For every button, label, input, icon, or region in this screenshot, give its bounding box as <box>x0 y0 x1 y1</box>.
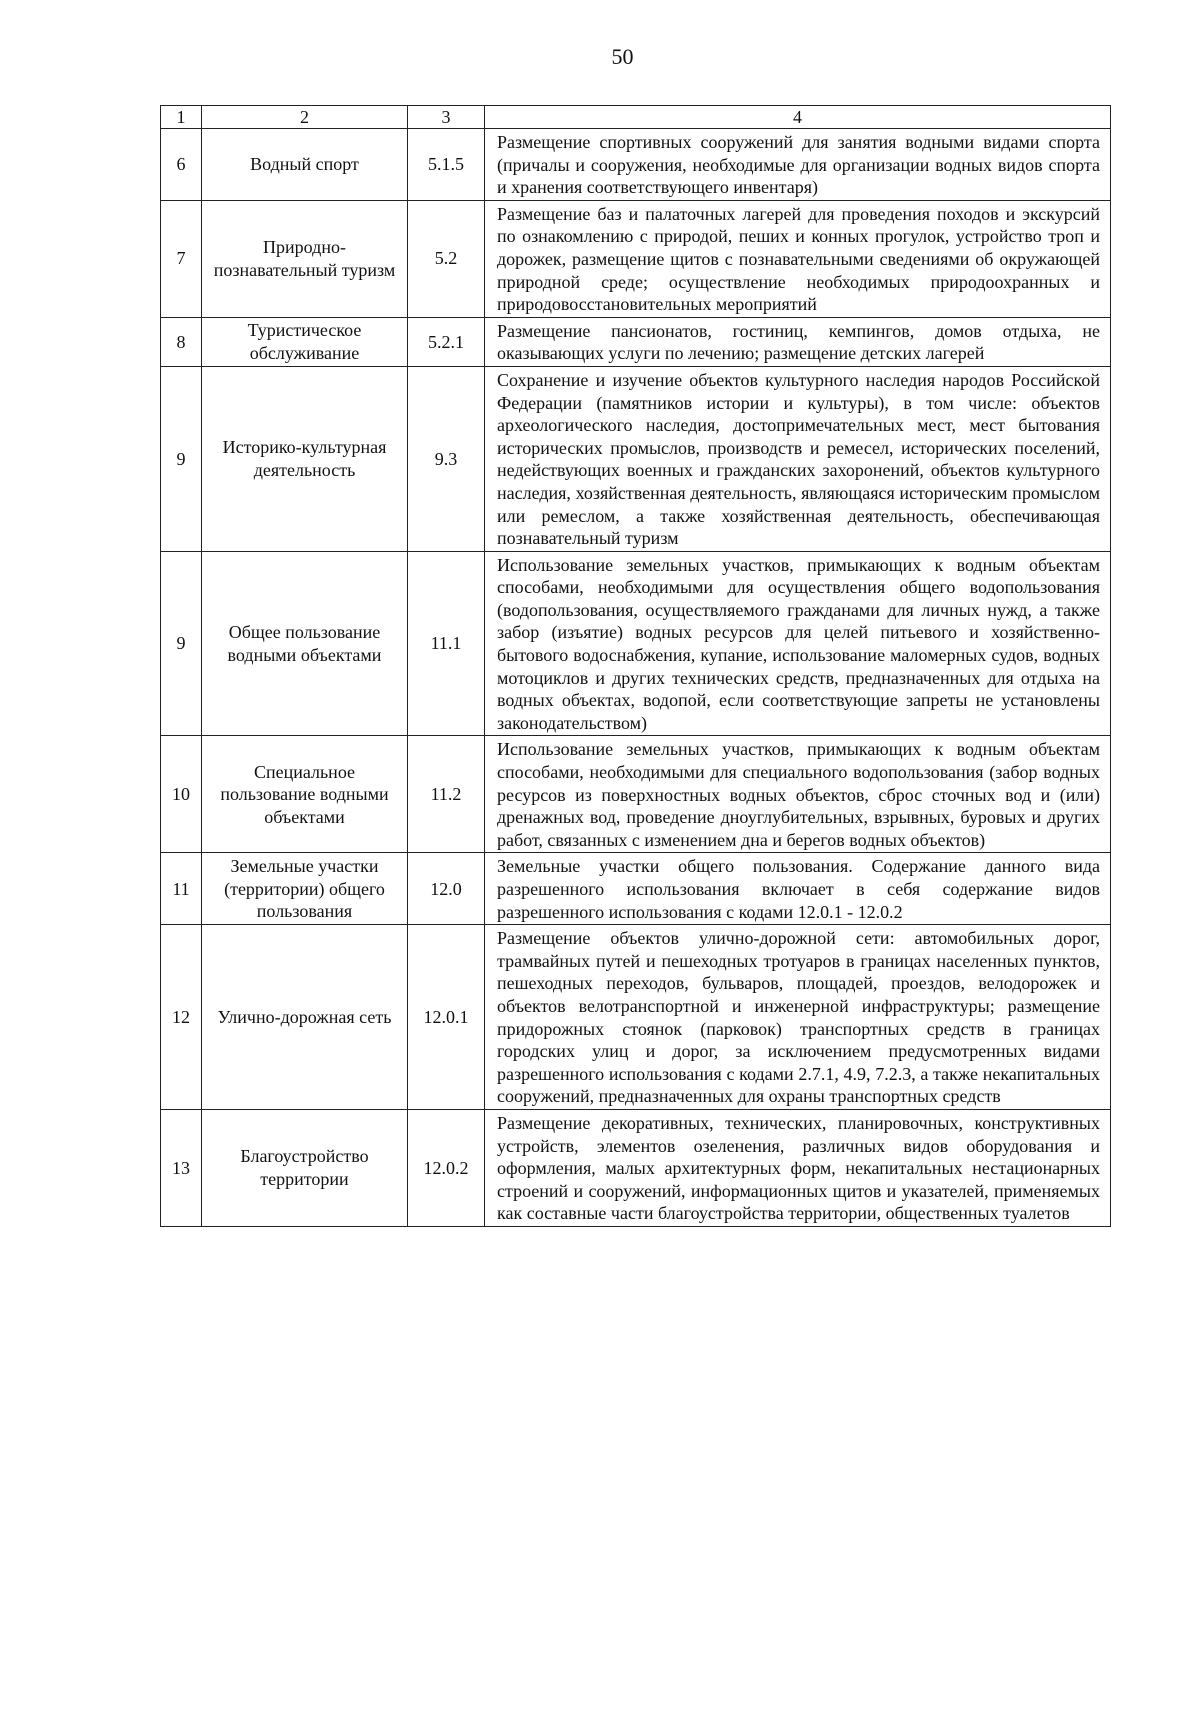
table-row <box>161 200 1111 317</box>
row-number: 11 <box>161 853 202 925</box>
row-description: Размещение баз и палаточных лагерей для проведения походов и экскурсий по ознакомлению с природой, пеших и конных прогулок, устройство троп и дорожек, размещение щитов с познавательными сведениями об окружающей природной среде; осуществление необходимых природоохранных и природовосстановительных мероприятий <box>485 200 1111 317</box>
row-number: 13 <box>161 1109 202 1226</box>
row-description: Размещение пансионатов, гостиниц, кемпингов, домов отдыха, не оказывающих услуги по лечению; размещение детских лагерей <box>485 317 1111 366</box>
table-row <box>161 1109 1111 1226</box>
row-number: 10 <box>161 736 202 853</box>
row-name: Благоустройство территории <box>202 1109 408 1226</box>
row-code: 12.0.2 <box>408 1109 485 1226</box>
row-description: Размещение декоративных, технических, планировочных, конструктивных устройств, элементов озеленения, различных видов оборудования и оформления, малых архитектурных форм, некапитальных нестационарных строений и сооружений, информационных щитов и указателей, применяемых как составные части благоустройства территории, общественных туалетов <box>485 1109 1111 1226</box>
row-code: 12.0 <box>408 853 485 925</box>
column-header: 2 <box>202 106 408 129</box>
table-row <box>161 925 1111 1110</box>
row-description: Земельные участки общего пользования. Содержание данного вида разрешенного использования включает в себя содержание видов разрешенного использования с кодами 12.0.1 - 12.0.2 <box>485 853 1111 925</box>
row-code: 5.1.5 <box>408 129 485 201</box>
row-name: Водный спорт <box>202 129 408 201</box>
page-number: 50 <box>611 44 634 69</box>
column-header: 4 <box>485 106 1111 129</box>
row-number: 8 <box>161 317 202 366</box>
table-row <box>161 317 1111 366</box>
row-number: 6 <box>161 129 202 201</box>
row-description: Сохранение и изучение объектов культурного наследия народов Российской Федерации (памятников истории и культуры), в том числе: объектов археологического наследия, достопримечательных мест, мест бытования исторических промыслов, производств и ремесел, исторических поселений, недействующих военных и гражданских захоронений, объектов культурного наследия, хозяйственная деятельность, являющаяся историческим промыслом или ремеслом, а также хозяйственная деятельность, обеспечивающая познавательный туризм <box>485 366 1111 551</box>
column-header: 1 <box>161 106 202 129</box>
row-name: Земельные участки (территории) общего пользования <box>202 853 408 925</box>
row-name: Улично-дорожная сеть <box>202 925 408 1110</box>
row-description: Размещение объектов улично-дорожной сети: автомобильных дорог, трамвайных путей и пешеходных тротуаров в границах населенных пунктов, пешеходных переходов, бульваров, площадей, проездов, велодорожек и объектов велотранспортной и инженерной инфраструктуры; размещение придорожных стоянок (парковок) транспортных средств в границах городских улиц и дорог, за исключением предусмотренных видами разрешенного использования с кодами 2.7.1, 4.9, 7.2.3, а также некапитальных сооружений, предназначенных для охраны транспортных средств <box>485 925 1111 1110</box>
row-code: 12.0.1 <box>408 925 485 1110</box>
table-row <box>161 853 1111 925</box>
row-code: 5.2.1 <box>408 317 485 366</box>
row-description: Использование земельных участков, примыкающих к водным объектам способами, необходимыми для осуществления общего водопользования (водопользования, осуществляемого гражданами для личных нужд, а также забор (изъятие) водных ресурсов для целей питьевого и хозяйственно-бытового водоснабжения, купание, использование маломерных судов, водных мотоциклов и других технических средств, предназначенных для отдыха на водных объектах, водопой, если соответствующие запреты не установлены законодательством) <box>485 551 1111 736</box>
row-number: 12 <box>161 925 202 1110</box>
row-number: 9 <box>161 551 202 736</box>
land-use-table <box>160 105 1111 1227</box>
row-code: 11.2 <box>408 736 485 853</box>
table-row <box>161 551 1111 736</box>
row-name: Специальное пользование водными объектами <box>202 736 408 853</box>
table-row <box>161 129 1111 201</box>
row-code: 5.2 <box>408 200 485 317</box>
row-description: Использование земельных участков, примыкающих к водным объектам способами, необходимыми для специального водопользования (забор водных ресурсов из поверхностных водных объектов, сброс сточных вод и (или) дренажных вод, проведение дноуглубительных, взрывных, буровых и других работ, связанных с изменением дна и берегов водных объектов) <box>485 736 1111 853</box>
table-row <box>161 366 1111 551</box>
column-header: 3 <box>408 106 485 129</box>
row-name: Туристическое обслуживание <box>202 317 408 366</box>
row-number: 7 <box>161 200 202 317</box>
row-name: Природно-познавательный туризм <box>202 200 408 317</box>
row-number: 9 <box>161 366 202 551</box>
row-name: Общее пользование водными объектами <box>202 551 408 736</box>
row-code: 11.1 <box>408 551 485 736</box>
table-row <box>161 736 1111 853</box>
row-description: Размещение спортивных сооружений для занятия водными видами спорта (причалы и сооружения, необходимые для организации водных видов спорта и хранения соответствующего инвентаря) <box>485 129 1111 201</box>
row-code: 9.3 <box>408 366 485 551</box>
table-header-row <box>161 106 1111 129</box>
row-name: Историко-культурная деятельность <box>202 366 408 551</box>
